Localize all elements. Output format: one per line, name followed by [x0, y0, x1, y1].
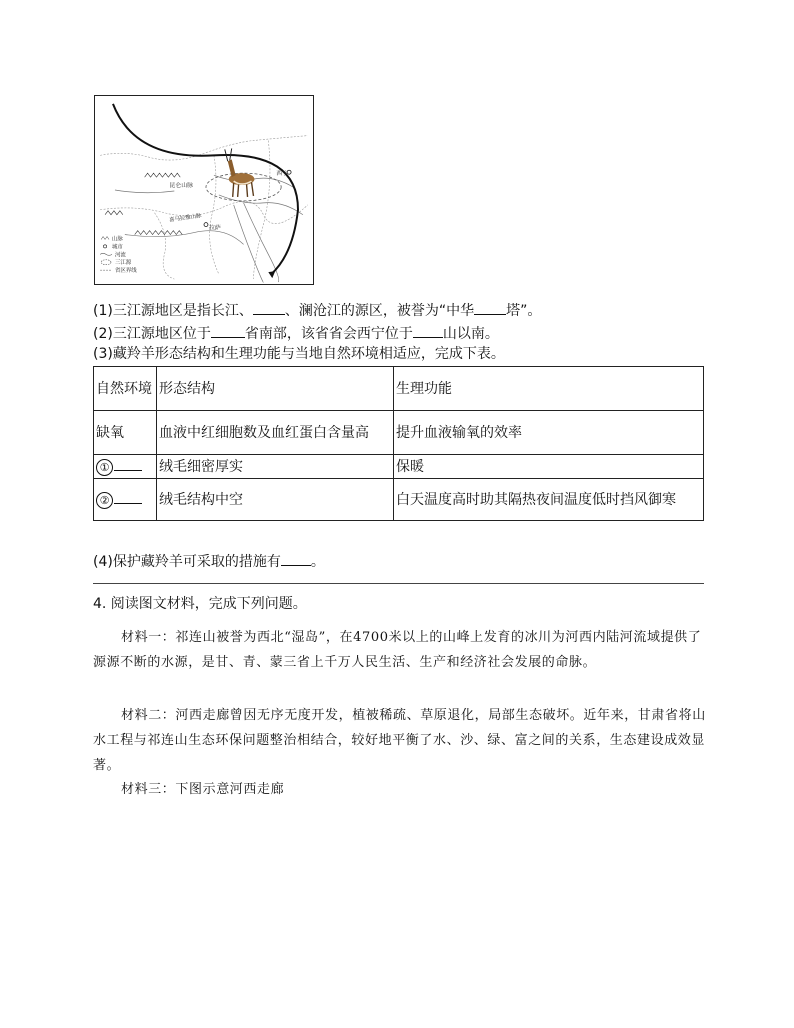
map-label-himalaya: 喜马拉雅山脉: [168, 213, 202, 224]
row3-blank[interactable]: [114, 490, 142, 504]
q2-part-c: 山以南。: [442, 326, 499, 342]
map-label-kunlun: 昆仑山脉: [169, 182, 194, 190]
legend-mountain: 山脉: [111, 236, 123, 243]
q4-end: 。: [310, 554, 325, 570]
material-3: 材料三：下图示意河西走廊: [121, 782, 285, 797]
q1-blank-1[interactable]: [253, 301, 285, 315]
q2-blank-1[interactable]: [211, 324, 245, 338]
q1-blank-2[interactable]: [474, 301, 506, 315]
table-row: [94, 411, 704, 455]
row3-form: 绒毛结构中空: [157, 479, 394, 521]
legend-city: 城市: [111, 244, 123, 251]
table-row: [94, 455, 704, 479]
legend-river: 河流: [114, 252, 126, 259]
map-label-xining: 西宁: [276, 170, 289, 178]
row1-env: 缺氧: [94, 411, 157, 455]
map-legend: [100, 234, 137, 274]
material-2: 材料二：河西走廊曾因无序无度开发，植被稀疏、草原退化，局部生态破坏。近年来，甘肃省将山水工程与祁连山生态环保问题整治相结合，较好地平衡了水、沙、绿、富之间的关系，生态建设成效显著。: [93, 708, 706, 773]
map-label-lhasa: 拉萨: [208, 224, 221, 232]
question-2: [93, 324, 499, 343]
row1-form: 血液中红细胞数及血红蛋白含量高: [157, 411, 394, 455]
q1-part-b: 、澜沧江的源区，被誉为“中华: [284, 303, 475, 319]
header-func: 生理功能: [394, 367, 704, 411]
q1-part-c: 塔”。: [506, 303, 542, 319]
question-4-sub: [93, 552, 325, 571]
sanjiangyuan-map: [94, 95, 314, 285]
row3-func: 白天温度高时助其隔热夜间温度低时挡风御寒: [394, 479, 704, 521]
q4-blank[interactable]: [281, 552, 311, 566]
q1-part-a: (1)三江源地区是指长江、: [93, 303, 253, 319]
row3-marker: ②: [96, 492, 113, 509]
question-3: (3)藏羚羊形态结构和生理功能与当地自然环境相适应，完成下表。: [93, 346, 505, 362]
section-divider: [93, 583, 704, 584]
map-drawing: [95, 96, 313, 284]
row1-func: 提升血液输氧的效率: [394, 411, 704, 455]
row2-blank[interactable]: [114, 457, 142, 471]
header-env: 自然环境: [94, 367, 157, 411]
q2-part-b: 省南部，该省省会西宁位于: [244, 326, 413, 342]
table-row: [94, 479, 704, 521]
q2-part-a: (2)三江源地区位于: [93, 326, 211, 342]
adaptation-table: [93, 366, 704, 521]
row3-env: [94, 479, 157, 521]
row2-form: 绒毛细密厚实: [157, 455, 394, 479]
question-4-title: 4. 阅读图文材料，完成下列问题。: [93, 596, 307, 612]
question-1: [93, 301, 541, 320]
material-1: 材料一：祁连山被誉为西北“湿岛”，在4700米以上的山峰上发育的冰川为河西内陆河流域提供了源源不断的水源，是甘、青、蒙三省上千万人民生活、生产和经济社会发展的命脉。: [93, 630, 702, 670]
q2-blank-2[interactable]: [413, 324, 443, 338]
header-form: 形态结构: [157, 367, 394, 411]
q4-text: (4)保护藏羚羊可采取的措施有: [93, 554, 281, 570]
table-header-row: [94, 367, 704, 411]
row2-env: [94, 455, 157, 479]
row2-marker: ①: [96, 459, 113, 476]
row2-func: 保暖: [394, 455, 704, 479]
legend-boundary: 省区界线: [114, 268, 137, 275]
legend-sanjiangyuan: 三江源: [114, 260, 132, 267]
